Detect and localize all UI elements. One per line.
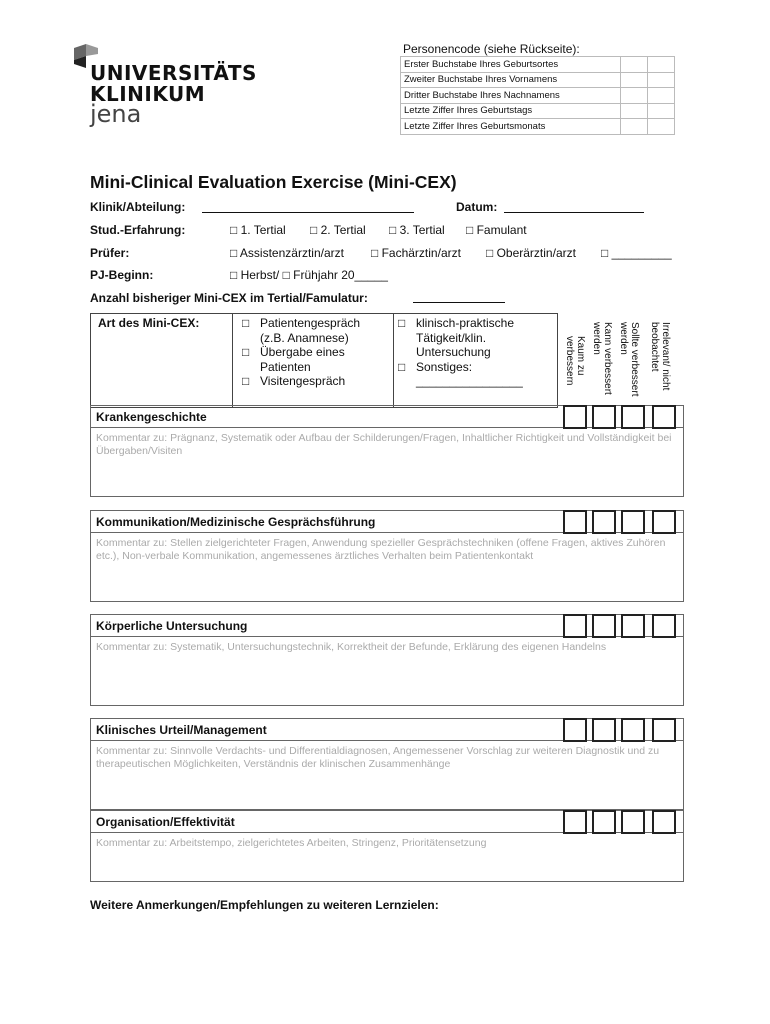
personencode-title: Personencode (siehe Rückseite):: [403, 42, 580, 56]
rating-checkbox-kann[interactable]: [592, 718, 616, 742]
anzahl-label: Anzahl bisheriger Mini-CEX im Tertial/Famulatur:: [90, 291, 368, 305]
personencode-input[interactable]: [648, 119, 675, 135]
rating-checkbox-irrelevant[interactable]: [652, 405, 676, 429]
pruefer-option-assistenz[interactable]: □ Assistenzärztin/arzt: [230, 246, 344, 260]
rating-checkbox-sollte[interactable]: [621, 614, 645, 638]
personencode-label: Letzte Ziffer Ihres Geburtsmonats: [401, 119, 621, 135]
personencode-input[interactable]: [621, 72, 648, 88]
section-comment-field[interactable]: Kommentar zu: Prägnanz, Systematik oder Aufbau der Schilderungen/Fragen, Inhaltlicher Richtigkeit und Vollständigkeit bei Übergaben/Visiten: [96, 432, 672, 457]
personencode-input[interactable]: [621, 88, 648, 104]
pj-beginn-options[interactable]: □ Herbst/ □ Frühjahr 20_____: [230, 268, 388, 282]
rating-header-kann-verbessert: Kann verbessert werden: [591, 322, 613, 395]
pruefer-label: Prüfer:: [90, 246, 130, 260]
logo-line-1: UNIVERSITÄTS: [90, 61, 257, 85]
personencode-label: Letzte Ziffer Ihres Geburtstags: [401, 103, 621, 119]
art-option-klinisch-praktisch[interactable]: □ klinisch-praktische: [398, 316, 515, 330]
pruefer-option-facharzt[interactable]: □ Fachärztin/arzt: [371, 246, 461, 260]
rating-boxes: [563, 405, 681, 429]
sonstiges-field[interactable]: ________________: [416, 374, 523, 388]
rating-boxes: [563, 614, 681, 638]
personencode-input[interactable]: [621, 119, 648, 135]
rating-header-sollte-verbessert: Sollte verbessert werden: [618, 322, 640, 397]
section-title: Klinisches Urteil/Management: [91, 719, 683, 741]
university-logo: [72, 42, 262, 132]
stud-option-famulant[interactable]: □ Famulant: [466, 223, 527, 237]
rating-checkbox-kaum[interactable]: [563, 405, 587, 429]
art-option-visitengespraech[interactable]: □ Visitengespräch: [242, 374, 346, 388]
pruefer-option-oberarzt[interactable]: □ Oberärztin/arzt: [486, 246, 576, 260]
personencode-label: Zweiter Buchstabe Ihres Vornamens: [401, 72, 621, 88]
checkbox-icon: □: [242, 374, 250, 388]
section-comment-field[interactable]: Kommentar zu: Sinnvolle Verdachts- und Differentialdiagnosen, Angemessener Vorschlag zur weiteren Diagnostik und zu therapeutischen Möglichkeiten, Verständnis der klinischen Zusammenhänge: [96, 745, 660, 770]
stud-option-2-tertial[interactable]: □ 2. Tertial: [310, 223, 366, 237]
personencode-label: Erster Buchstabe Ihres Geburtsortes: [401, 57, 621, 73]
rating-checkbox-sollte[interactable]: [621, 510, 645, 534]
personencode-row: [401, 103, 675, 119]
rating-checkbox-kaum[interactable]: [563, 510, 587, 534]
rating-checkbox-irrelevant[interactable]: [652, 614, 676, 638]
klinik-field[interactable]: [202, 212, 414, 213]
rating-header-kaum-zu-verbessern: Kaum zu verbessern: [564, 336, 586, 386]
section-krankengeschichte: [90, 405, 684, 497]
checkbox-icon: □: [398, 316, 406, 330]
rating-boxes: [563, 810, 681, 834]
stud-option-1-tertial[interactable]: □ 1. Tertial: [230, 223, 286, 237]
art-divider: [232, 313, 233, 408]
stud-erfahrung-label: Stud.-Erfahrung:: [90, 223, 186, 237]
art-option-patientengespraech[interactable]: □ Patientengespräch: [242, 316, 361, 330]
rating-boxes: [563, 510, 681, 534]
datum-field[interactable]: [504, 212, 644, 213]
personencode-row: [401, 57, 675, 73]
section-title: Organisation/Effektivität: [91, 811, 683, 833]
personencode-input[interactable]: [648, 57, 675, 73]
rating-boxes: [563, 718, 681, 742]
section-title: Krankengeschichte: [91, 406, 683, 428]
section-klinisches-urteil: [90, 718, 684, 810]
rating-checkbox-kann[interactable]: [592, 510, 616, 534]
section-title: Körperliche Untersuchung: [91, 615, 683, 637]
rating-checkbox-kann[interactable]: [592, 810, 616, 834]
datum-label: Datum:: [456, 200, 498, 214]
section-comment-field[interactable]: Kommentar zu: Systematik, Untersuchungstechnik, Korrektheit der Befunde, Erklärung des eigenen Handelns: [96, 641, 607, 653]
section-koerperliche-untersuchung: [90, 614, 684, 706]
section-title: Kommunikation/Medizinische Gesprächsführung: [91, 511, 683, 533]
rating-checkbox-kaum[interactable]: [563, 810, 587, 834]
personencode-row: [401, 119, 675, 135]
rating-checkbox-irrelevant[interactable]: [652, 810, 676, 834]
checkbox-icon: □: [242, 345, 250, 359]
personencode-input[interactable]: [648, 88, 675, 104]
personencode-input[interactable]: [621, 57, 648, 73]
rating-checkbox-kann[interactable]: [592, 405, 616, 429]
personencode-input[interactable]: [648, 72, 675, 88]
rating-checkbox-irrelevant[interactable]: [652, 510, 676, 534]
rating-checkbox-kaum[interactable]: [563, 718, 587, 742]
logo-line-2: KLINIKUM: [90, 82, 206, 106]
section-organisation: [90, 810, 684, 882]
rating-checkbox-sollte[interactable]: [621, 405, 645, 429]
pruefer-option-other[interactable]: □ _________: [601, 246, 672, 260]
klinik-label: Klinik/Abteilung:: [90, 200, 186, 214]
weitere-anmerkungen-label: Weitere Anmerkungen/Empfehlungen zu weiteren Lernzielen:: [90, 898, 439, 912]
personencode-input[interactable]: [621, 103, 648, 119]
rating-checkbox-sollte[interactable]: [621, 810, 645, 834]
personencode-label: Dritter Buchstabe Ihres Nachnamens: [401, 88, 621, 104]
art-options-col1: □ Patientengespräch (z.B. Anamnese) □ Übergabe eines Patienten □ Visitengespräch: [242, 316, 392, 389]
section-comment-field[interactable]: Kommentar zu: Stellen zielgerichteter Fragen, Anwendung spezieller Gesprächstechniken (offene Fragen, aktives Zuhören etc.), Non-verbale Kommunikation, angemessenes ärztliches Verhalten beim Patientenkontakt: [96, 537, 666, 562]
art-option-uebergabe[interactable]: □ Übergabe eines: [242, 345, 345, 359]
art-label: Art des Mini-CEX:: [98, 316, 200, 330]
section-comment-field[interactable]: Kommentar zu: Arbeitstempo, zielgerichtetes Arbeiten, Stringenz, Prioritätensetzung: [96, 837, 487, 849]
page-title: Mini-Clinical Evaluation Exercise (Mini-CEX): [90, 172, 457, 192]
rating-header-irrelevant: Irrelevant/ nicht beobachtet: [649, 322, 671, 391]
personencode-table: [400, 56, 675, 135]
pj-beginn-label: PJ-Beginn:: [90, 268, 154, 282]
rating-checkbox-kaum[interactable]: [563, 614, 587, 638]
checkbox-icon: □: [242, 316, 250, 330]
section-kommunikation: [90, 510, 684, 602]
art-option-sonstiges[interactable]: □ Sonstiges:: [398, 359, 473, 374]
stud-option-3-tertial[interactable]: □ 3. Tertial: [389, 223, 445, 237]
art-divider: [393, 313, 394, 408]
logo-line-3: jena: [90, 100, 142, 128]
rating-checkbox-irrelevant[interactable]: [652, 718, 676, 742]
checkbox-icon: □: [398, 359, 406, 374]
personencode-row: [401, 72, 675, 88]
personencode-row: [401, 88, 675, 104]
anzahl-field[interactable]: [413, 302, 505, 303]
art-options-col2: □ klinisch-praktische Tätigkeit/klin. Untersuchung □ Sonstiges: ________________: [398, 316, 554, 389]
personencode-input[interactable]: [648, 103, 675, 119]
rating-checkbox-sollte[interactable]: [621, 718, 645, 742]
rating-checkbox-kann[interactable]: [592, 614, 616, 638]
